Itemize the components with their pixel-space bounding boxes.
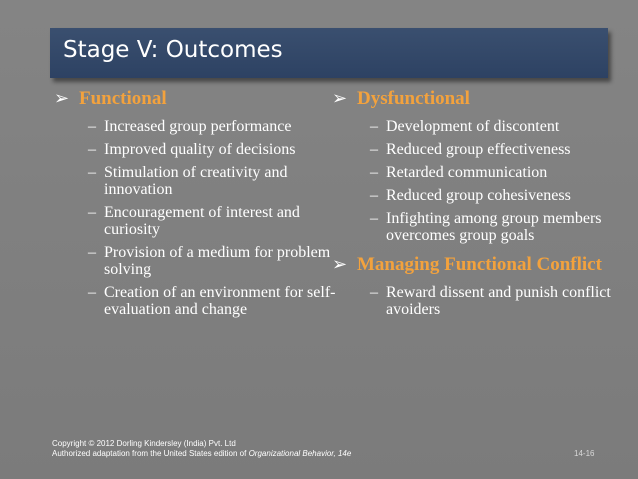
managing-heading <box>330 254 630 276</box>
functional-column <box>52 88 336 318</box>
managing-heading-text: Managing Functional Conflict <box>357 254 602 275</box>
dash-bullet: – <box>88 118 96 135</box>
dash-bullet: – <box>88 244 96 261</box>
list-item-text: Encouragement of interest and curiosity <box>104 204 300 238</box>
dash-bullet: – <box>88 141 96 158</box>
managing-list <box>330 284 630 318</box>
dash-bullet: – <box>370 141 378 158</box>
slide-title: Stage V: Outcomes <box>63 37 283 63</box>
book-title: Organizational Behavior, 14e <box>248 449 352 458</box>
dash-bullet: – <box>88 164 96 181</box>
list-item <box>52 204 344 238</box>
list-item <box>52 284 344 318</box>
dysfunctional-list <box>330 118 630 244</box>
list-item <box>330 164 626 181</box>
list-item <box>330 210 626 244</box>
list-item <box>330 284 626 318</box>
dash-bullet: – <box>88 284 96 301</box>
adaptation-prefix: Authorized adaptation from the United States edition of <box>52 449 249 458</box>
dash-bullet: – <box>370 284 378 301</box>
list-item <box>330 118 626 135</box>
list-item-text: Retarded communication <box>386 164 548 181</box>
list-item <box>52 141 344 158</box>
functional-list <box>52 118 336 318</box>
arrow-bullet-icon: ➢ <box>332 88 348 109</box>
list-item-text: Stimulation of creativity and innovation <box>104 164 288 198</box>
dash-bullet: – <box>370 187 378 204</box>
page-number: 14-16 <box>574 449 595 458</box>
functional-heading <box>52 88 322 110</box>
list-item-text: Reduced group cohesiveness <box>386 187 571 204</box>
functional-heading-text: Functional <box>79 88 167 109</box>
list-item-text: Reward dissent and punish conflict avoiders <box>386 284 611 318</box>
list-item <box>330 141 626 158</box>
list-item <box>52 118 344 135</box>
dysfunctional-column <box>330 88 630 318</box>
dysfunctional-heading-text: Dysfunctional <box>357 88 470 109</box>
adaptation-text <box>52 449 372 459</box>
dash-bullet: – <box>370 210 378 227</box>
dash-bullet: – <box>370 118 378 135</box>
list-item-text: Provision of a medium for problem solving <box>104 244 331 278</box>
copyright-footer <box>52 439 372 459</box>
dash-bullet: – <box>88 204 96 221</box>
dash-bullet: – <box>370 164 378 181</box>
title-bar <box>50 28 608 78</box>
list-item <box>52 244 344 278</box>
list-item-text: Reduced group effectiveness <box>386 141 571 158</box>
list-item-text: Increased group performance <box>104 118 292 135</box>
list-item-text: Improved quality of decisions <box>104 141 296 158</box>
dysfunctional-heading <box>330 88 630 110</box>
arrow-bullet-icon: ➢ <box>332 254 348 275</box>
list-item <box>330 187 626 204</box>
copyright-text: Copyright © 2012 Dorling Kindersley (India) Pvt. Ltd <box>52 439 236 448</box>
list-item <box>52 164 344 198</box>
list-item-text: Creation of an environment for self-evaluation and change <box>104 284 336 318</box>
list-item-text: Development of discontent <box>386 118 560 135</box>
arrow-bullet-icon: ➢ <box>54 88 70 109</box>
list-item-text: Infighting among group members overcomes group goals <box>386 210 602 244</box>
